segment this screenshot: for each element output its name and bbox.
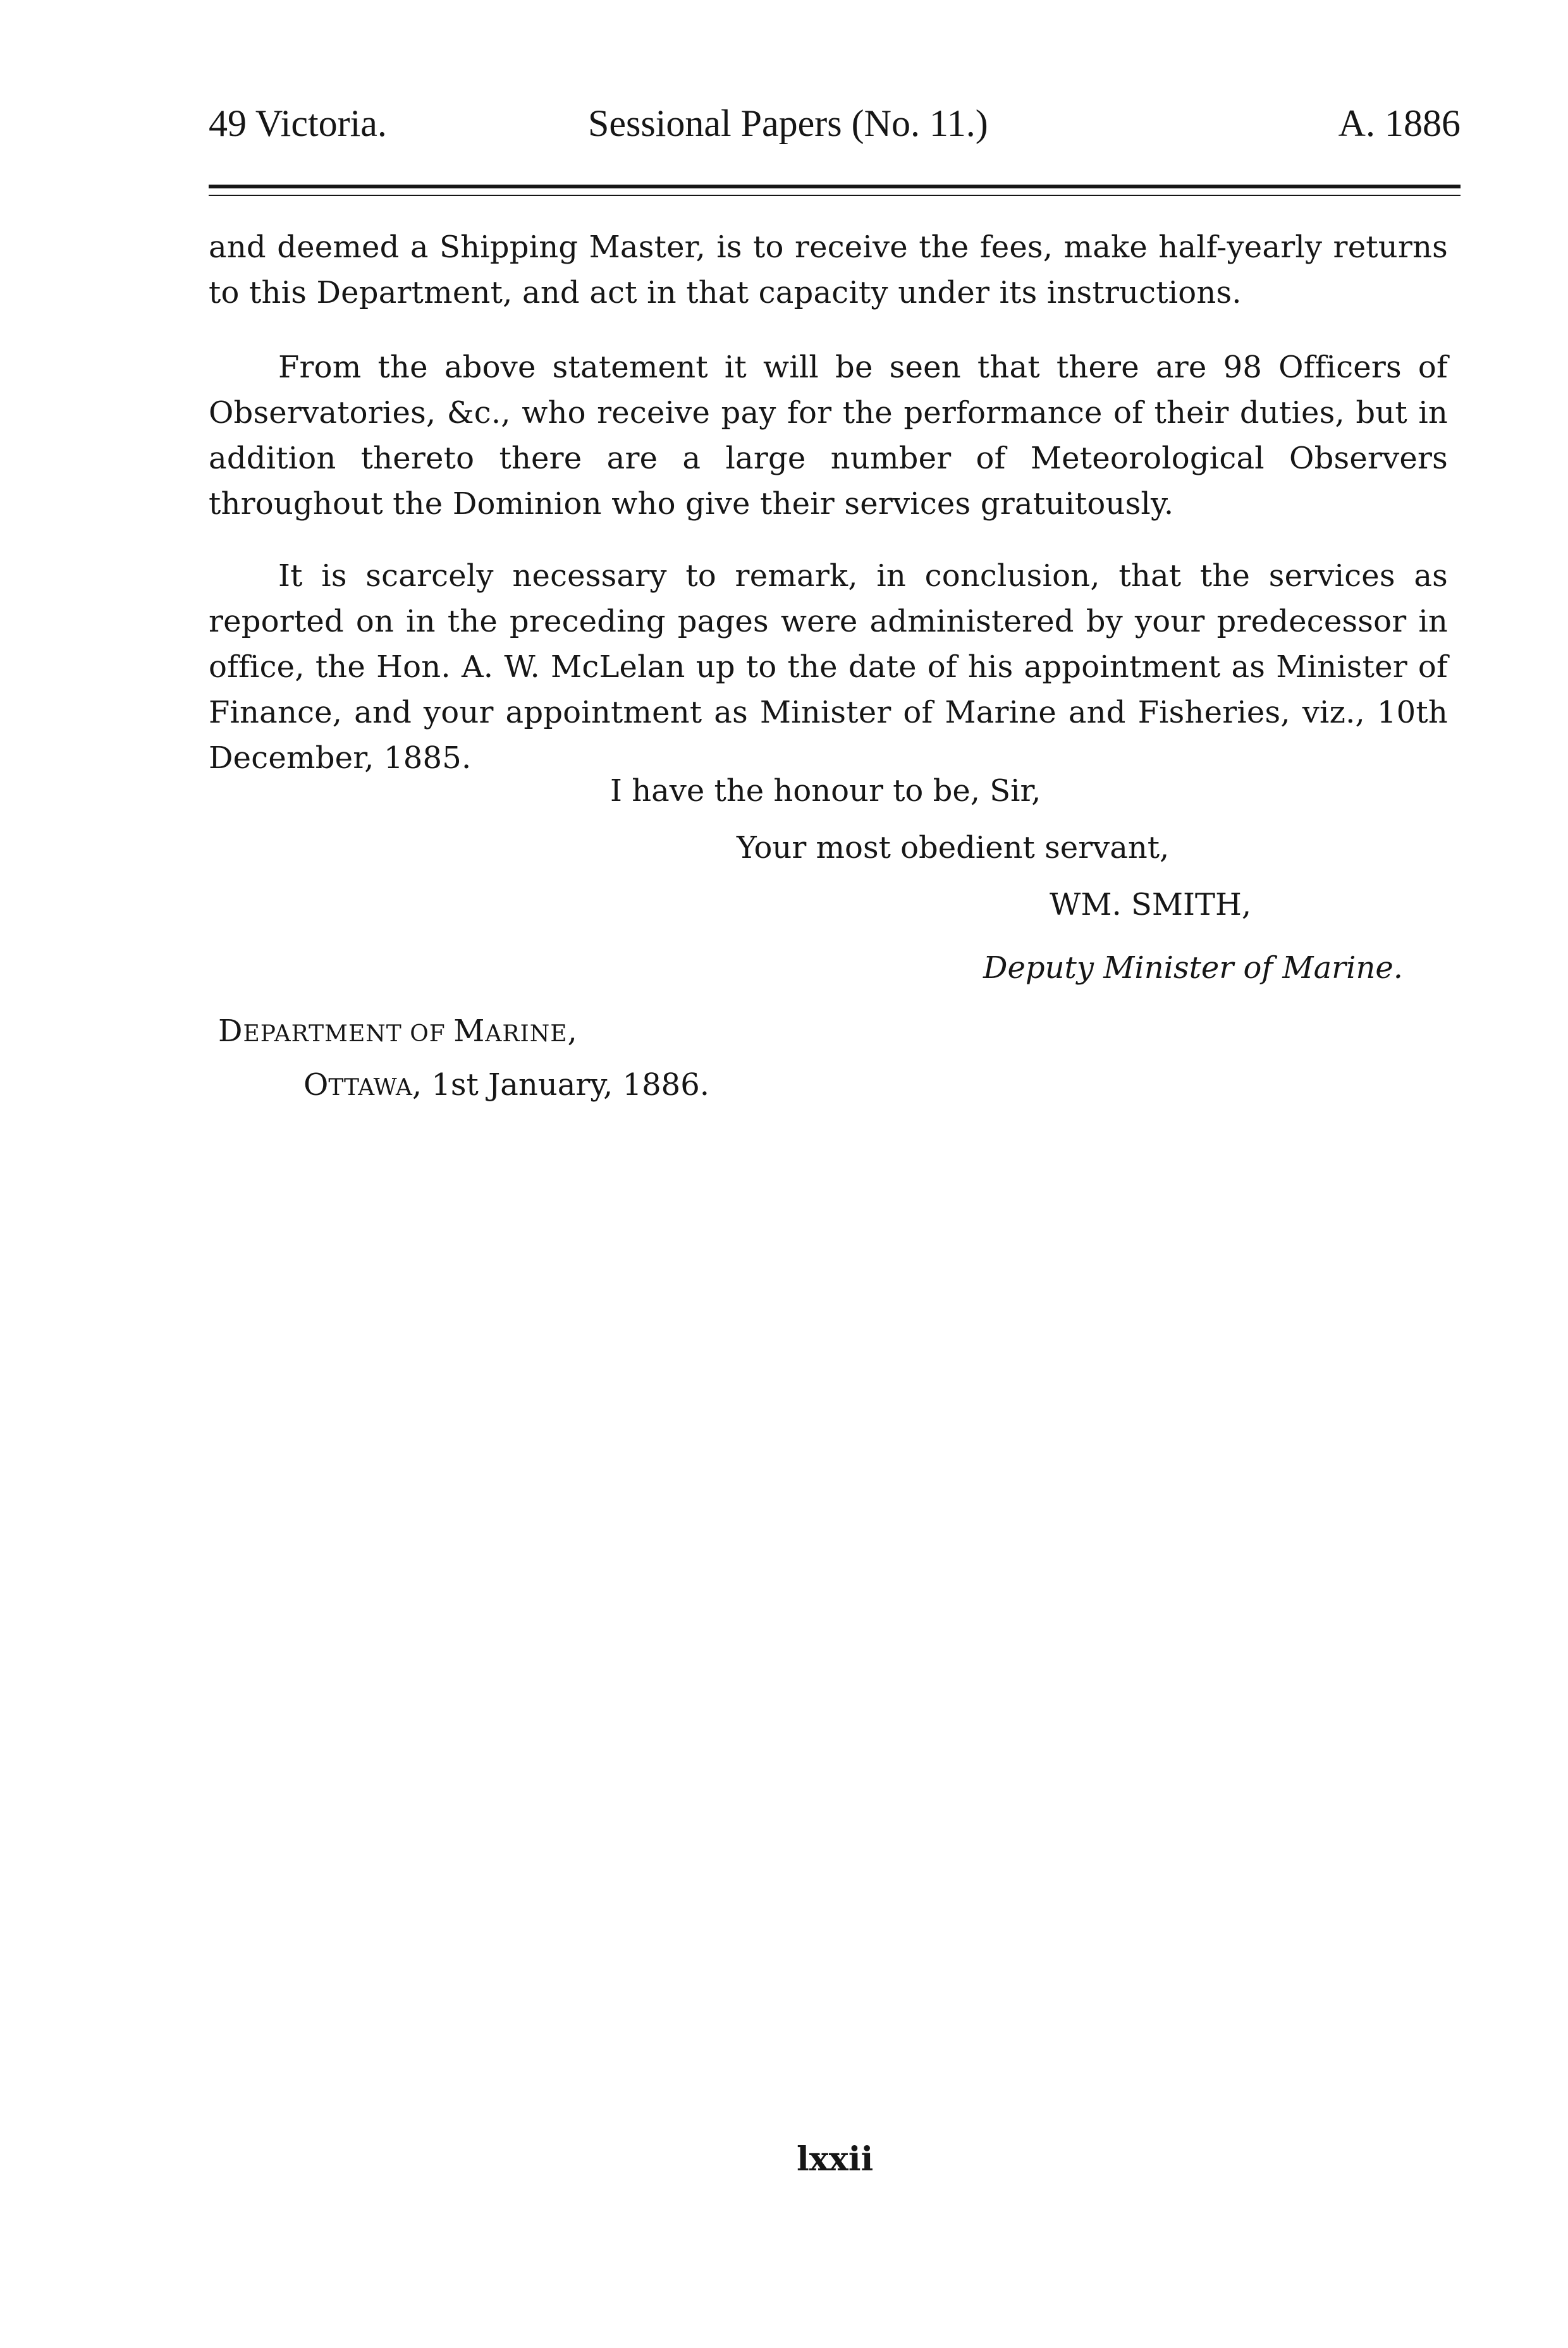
running-header <box>209 95 1461 152</box>
page-number: lxxii <box>797 2140 874 2179</box>
header-rule-thin <box>209 195 1461 196</box>
dept-initial-m: M <box>453 1013 486 1049</box>
dept-smallcaps-epartment: EPARTMENT <box>243 1021 402 1047</box>
signature-name: WM. SMITH, <box>1050 887 1252 922</box>
header-year: A. 1886 <box>1338 102 1461 144</box>
dept-smallcaps-arine: ARINE <box>485 1021 568 1047</box>
dept-initial-d: D <box>218 1013 243 1049</box>
place-initial-o: O <box>303 1067 329 1103</box>
dept-comma: , <box>567 1013 578 1049</box>
letter-date: , 1st January, 1886. <box>412 1067 709 1103</box>
closing-servant: Your most obedient servant, <box>737 830 1170 865</box>
place-smallcaps-ttawa: TTAWA <box>328 1075 412 1101</box>
paragraph-conclusion: It is scarcely necessary to remark, in conclusion, that the services as reported on in the preceding pages were administered by your predecessor in office, the Hon. A. W. McLelan up to the date of his appointment as Minister of Finance, and your appointment as Minister of Marine and Fisheries, viz., 10th December, 1885. <box>209 558 1448 776</box>
place-date-line <box>303 1062 709 1111</box>
dept-smallcaps-of: OF <box>401 1021 454 1047</box>
signature-title: Deputy Minister of Marine. <box>983 950 1404 986</box>
department-line <box>218 1008 578 1057</box>
closing-honour: I have the honour to be, Sir, <box>610 773 1041 809</box>
header-rule-thick <box>209 185 1461 188</box>
header-title: Sessional Papers (No. 11.) <box>588 102 988 144</box>
header-session: 49 Victoria. <box>209 102 387 144</box>
paragraph-observers: From the above statement it will be seen that there are 98 Officers of Observatories, &c., who receive pay for the performance of their duties, but in addition thereto there are a large number of Meteorological Observers throughout the Dominion who give their services gratuitously. <box>209 350 1448 522</box>
paragraph-continuation: and deemed a Shipping Master, is to receive the fees, make half-yearly returns to this Department, and act in that capacity under its instructions. <box>209 229 1448 310</box>
